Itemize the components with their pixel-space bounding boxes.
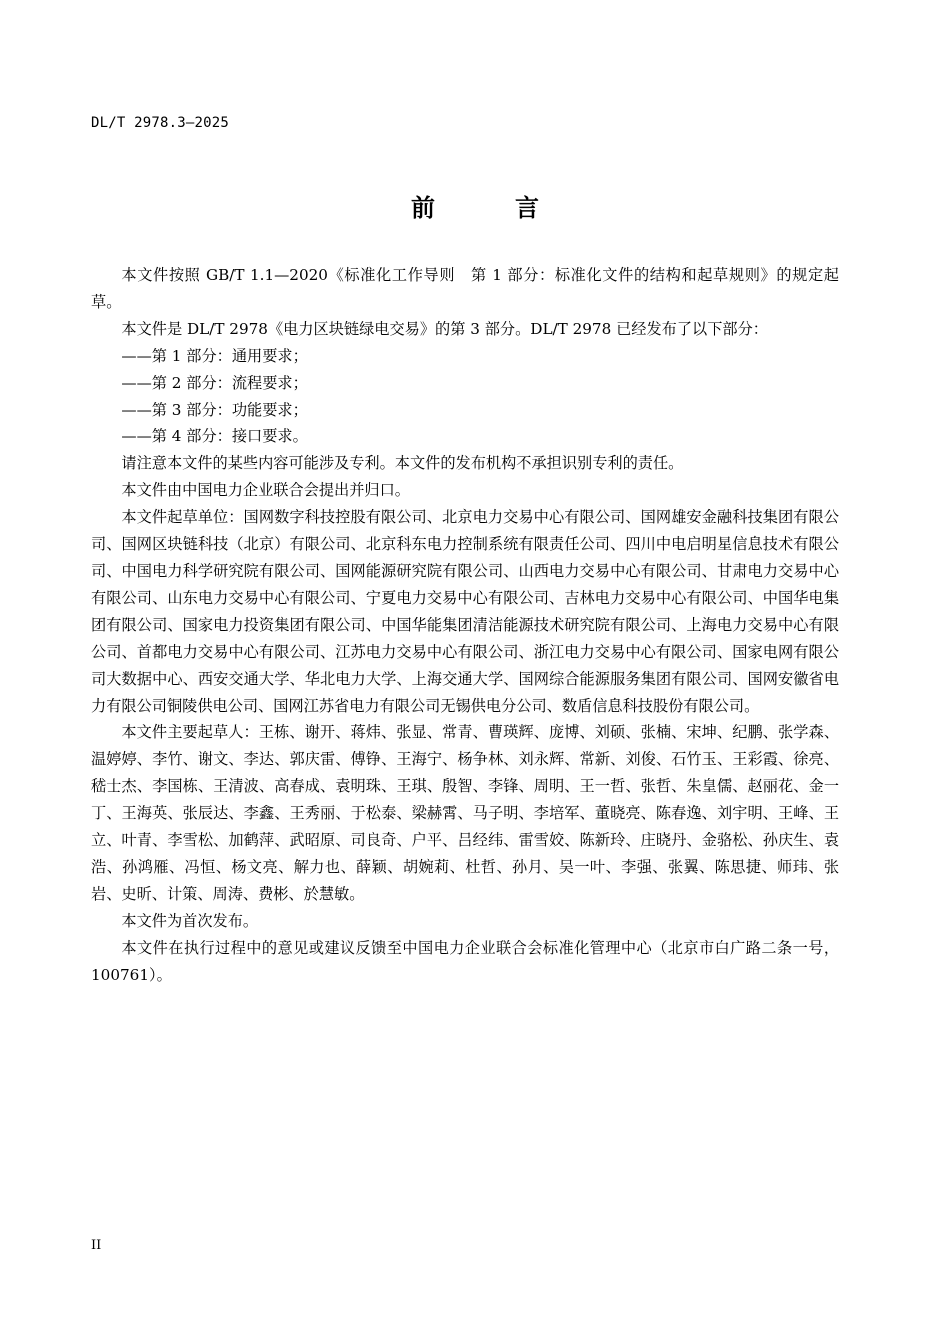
paragraph-drafting-units: 本文件起草单位：国网数字科技控股有限公司、北京电力交易中心有限公司、国网雄安金融科技集团有限公司、国网区块链科技（北京）有限公司、北京科东电力控制系统有限责任公司、四川中电启明星信息技术有限公司、中国电力科学研究院有限公司、国网能源研究院有限公司、山西电力交易中心有限公司、甘肃电力交易中心有限公司、山东电力交易中心有限公司、宁夏电力交易中心有限公司、吉林电力交易中心有限公司、中国华电集团有限公司、国家电力投资集团有限公司、中国华能集团清洁能源技术研究院有限公司、上海电力交易中心有限公司、首都电力交易中心有限公司、江苏电力交易中心有限公司、浙江电力交易中心有限公司、国家电网有限公司大数据中心、西安交通大学、华北电力大学、上海交通大学、国网综合能源服务集团有限公司、国网安徽省电力有限公司铜陵供电公司、国网江苏省电力有限公司无锡供电分公司、数盾信息科技股份有限公司。: [91, 508, 839, 715]
list-item-part-3: ——第 3 部分：功能要求；: [121, 400, 308, 419]
paragraph-first-release: 本文件为首次发布。: [121, 911, 259, 930]
list-item-part-2: ——第 2 部分：流程要求；: [121, 373, 308, 392]
paragraph-series-intro: 本文件是 DL/T 2978《电力区块链绿电交易》的第 3 部分。DL/T 2978 已经发布了以下部分：: [121, 319, 768, 338]
list-item-part-4: ——第 4 部分：接口要求。: [121, 427, 308, 446]
foreword-body: [91, 262, 839, 988]
paragraph-drafting-rules: 本文件按照 GB/T 1.1—2020《标准化工作导则 第 1 部分：标准化文件的结构和起草规则》的规定起草。: [91, 266, 839, 311]
list-item-part-1: ——第 1 部分：通用要求；: [121, 346, 308, 365]
paragraph-feedback: 本文件在执行过程中的意见或建议反馈至中国电力企业联合会标准化管理中心（北京市白广路二条一号，100761）。: [91, 938, 839, 984]
page-title: 前 言: [411, 194, 567, 222]
page-number: II: [91, 1238, 102, 1253]
document-code: DL/T 2978.3—2025: [91, 115, 230, 131]
paragraph-proposer: 本文件由中国电力企业联合会提出并归口。: [121, 481, 410, 500]
paragraph-patent-notice: 请注意本文件的某些内容可能涉及专利。本文件的发布机构不承担识别专利的责任。: [121, 454, 684, 473]
paragraph-drafters: 本文件主要起草人：王栋、谢开、蒋炜、张显、常青、曹瑛辉、庞博、刘硕、张楠、宋坤、纪鹏、张学森、温婷婷、李竹、谢文、李达、郭庆雷、傅铮、王海宁、杨争林、刘永辉、常新、刘俊、石竹玉、王彩霞、徐亮、嵇士杰、李国栋、王清波、高春成、袁明珠、王琪、殷智、李锋、周明、王一哲、张哲、朱皇儒、赵丽花、金一丁、王海英、张辰达、李鑫、王秀丽、于松泰、梁赫霄、马子明、李培军、董晓亮、陈春逸、刘宇明、王峰、王立、叶青、李雪松、加鹤萍、武昭原、司良奇、户平、吕经纬、雷雪姣、陈新玲、庄晓丹、金骆松、孙庆生、袁浩、孙鸿雁、冯恒、杨文亮、解力也、薛颖、胡婉莉、杜哲、孙月、吴一叶、李强、张翼、陈思捷、师玮、张岩、史昕、计策、周涛、费彬、於慧敏。: [91, 723, 839, 903]
